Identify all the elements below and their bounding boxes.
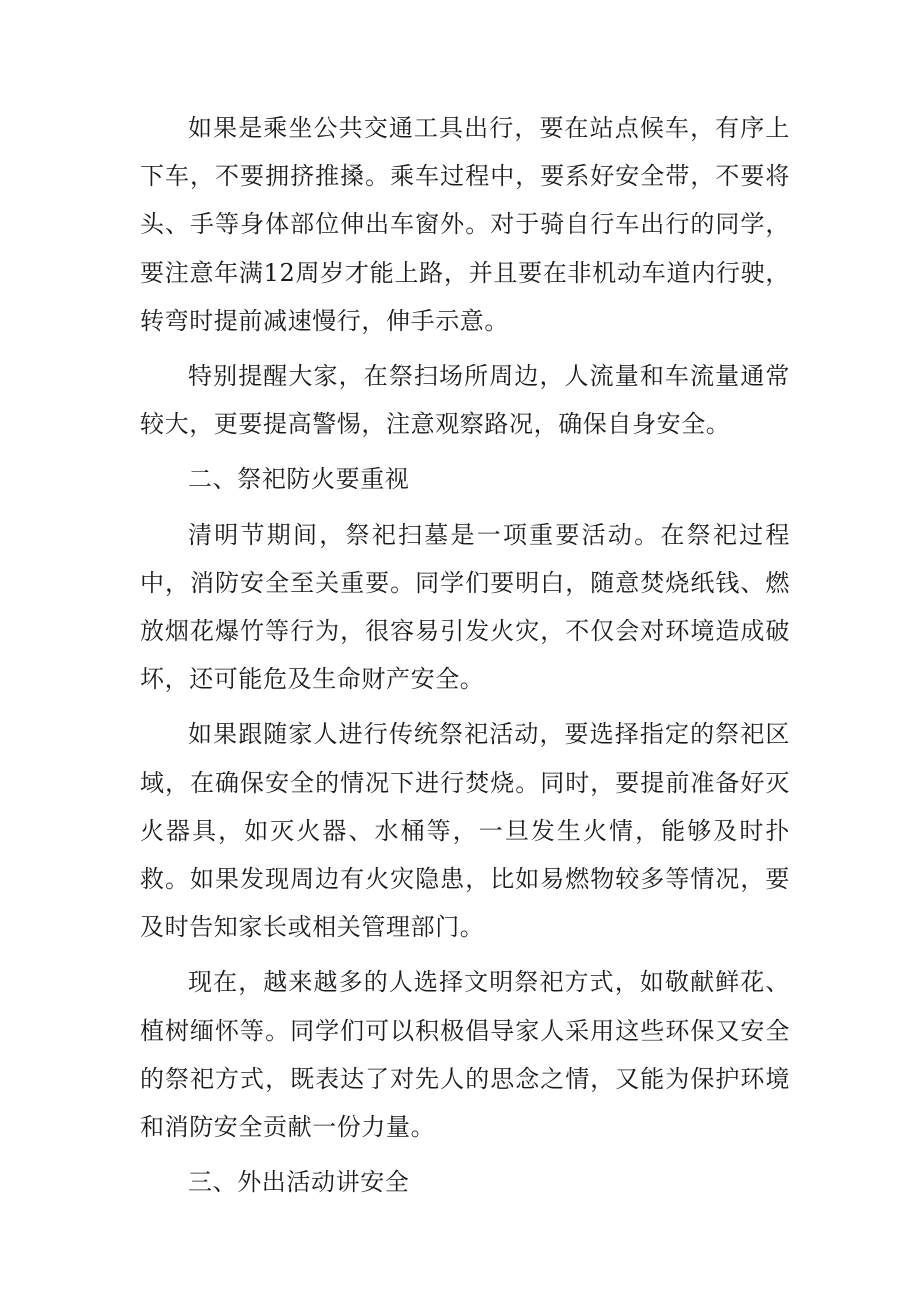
- section-heading-outdoor-safety: 三、外出活动讲安全: [188, 1168, 410, 1197]
- document-body: [140, 104, 790, 1213]
- paragraph-civilized-worship: 现在，越来越多的人选择文明祭祀方式，如敬献鲜花、植树缅怀等。同学们可以积极倡导家人采用这些环保又安全的祭祀方式，既表达了对先人的思念之情，又能为保护环境和消防安全贡献一份力量。: [140, 968, 790, 1142]
- paragraph-fire-importance: 清明节期间，祭祀扫墓是一项重要活动。在祭祀过程中，消防安全至关重要。同学们要明白，随意焚烧纸钱、燃放烟花爆竹等行为，很容易引发火灾，不仅会对环境造成破坏，还可能危及生命财产安全。: [140, 520, 790, 694]
- paragraph-fire-practice: 如果跟随家人进行传统祭祀活动，要选择指定的祭祀区域，在确保安全的情况下进行焚烧。同时，要提前准备好灭火器具，如灭火器、水桶等，一旦发生火情，能够及时扑救。如果发现周边有火灾隐患，比如易燃物较多等情况，要及时告知家长或相关管理部门。: [140, 720, 790, 942]
- paragraph-reminder: 特别提醒大家，在祭扫场所周边，人流量和车流量通常较大，更要提高警惕，注意观察路况，确保自身安全。: [140, 362, 790, 439]
- paragraph-public-transport: 如果是乘坐公共交通工具出行，要在站点候车，有序上下车，不要拥挤推搡。乘车过程中，要系好安全带，不要将头、手等身体部位伸出车窗外。对于骑自行车出行的同学，要注意年满12周岁才能上路，并且要在非机动车道内行驶，转弯时提前减速慢行，伸手示意。: [140, 114, 790, 335]
- section-heading-fire-safety: 二、祭祀防火要重视: [188, 465, 410, 494]
